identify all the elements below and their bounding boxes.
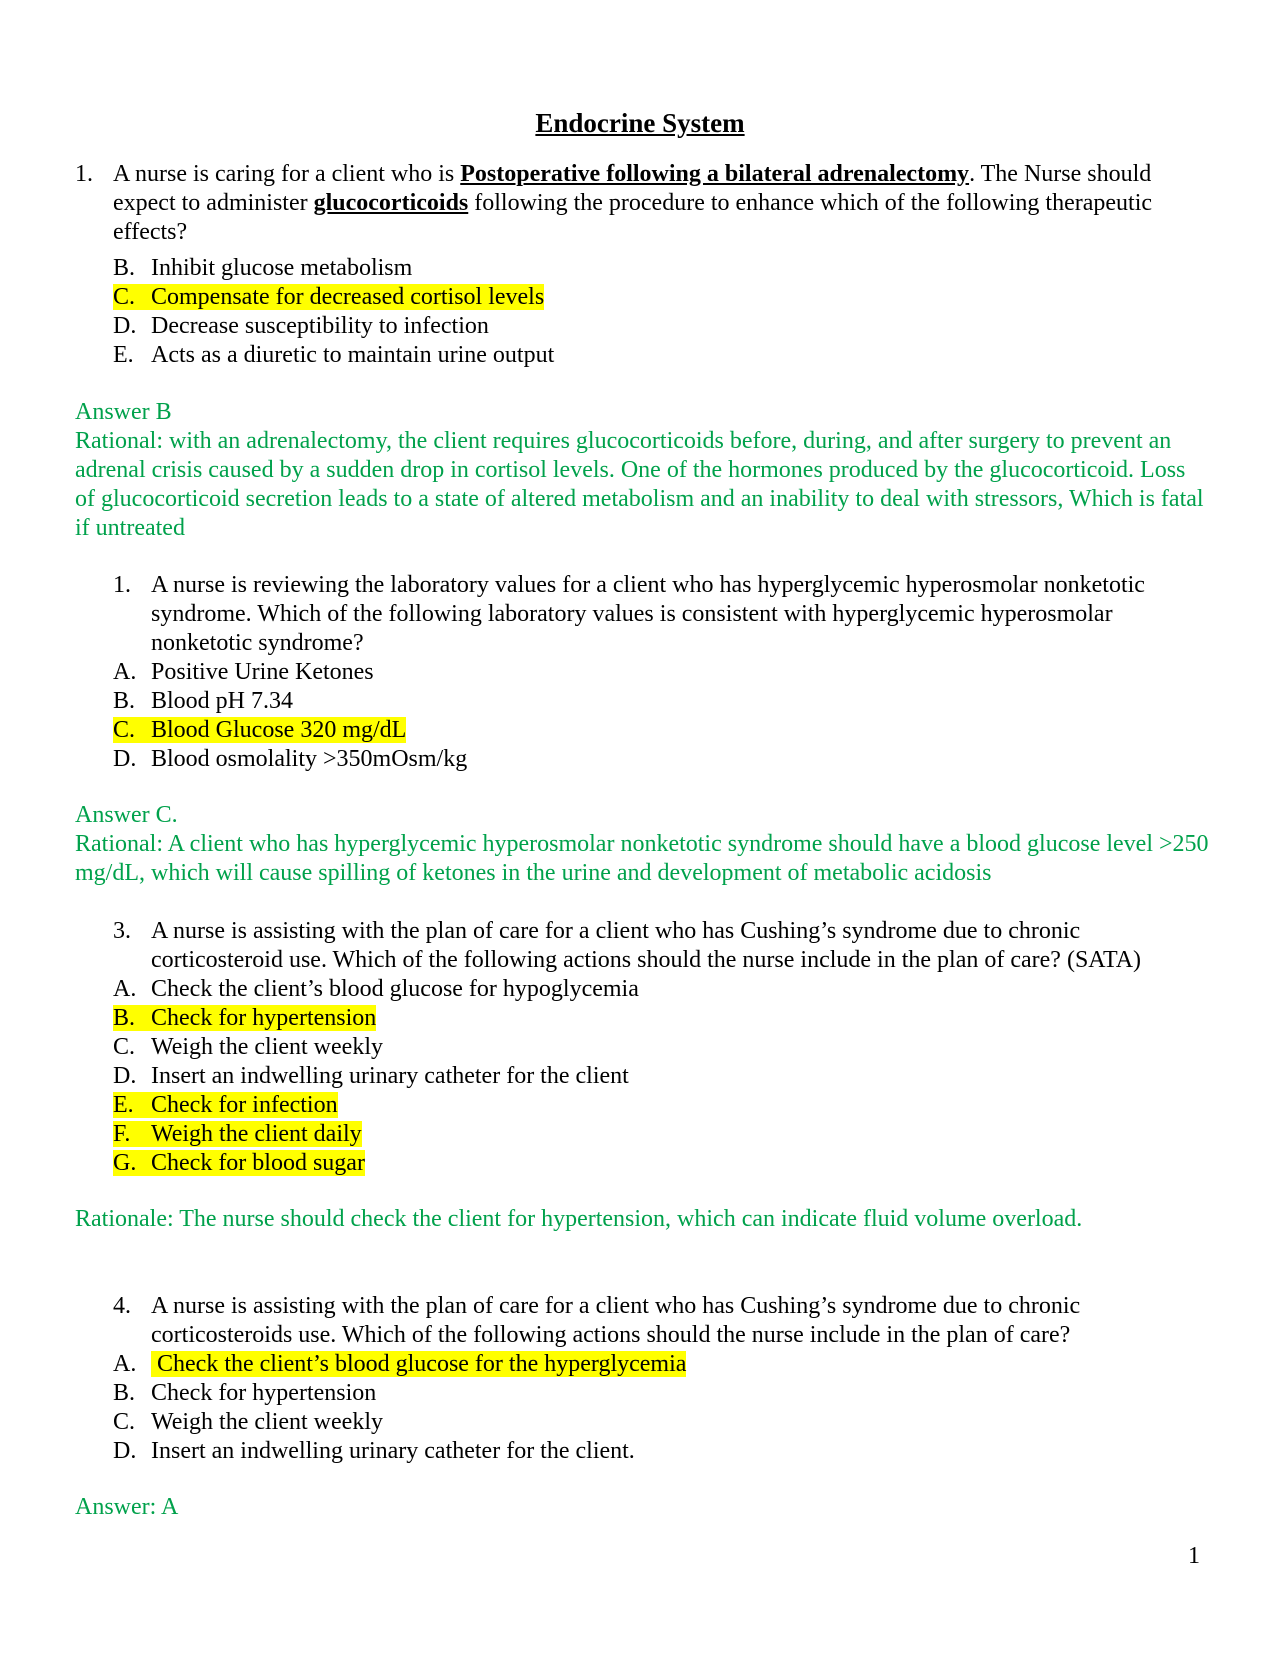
option-text: Weigh the client weekly bbox=[151, 1034, 383, 1060]
option-c bbox=[113, 1033, 1113, 1062]
option-letter: B. bbox=[113, 255, 136, 281]
option-letter: B. bbox=[113, 1005, 136, 1031]
option-text: Insert an indwelling urinary catheter for the client. bbox=[151, 1438, 635, 1464]
option-text: Positive Urine Ketones bbox=[151, 659, 374, 685]
option-letter: A. bbox=[113, 659, 137, 685]
page-number: 1 bbox=[1188, 1543, 1200, 1569]
question-2-options bbox=[113, 658, 1113, 774]
question-number: 1. bbox=[113, 572, 131, 598]
question-text: following the procedure to enhance which of the following therapeutic effects? bbox=[113, 190, 1153, 245]
option-d bbox=[113, 1437, 1113, 1466]
option-letter: C. bbox=[113, 717, 136, 743]
option-text: Decrease susceptibility to infection bbox=[151, 313, 489, 339]
question-3-options bbox=[113, 975, 1113, 1178]
option-letter: C. bbox=[113, 1409, 136, 1435]
option-letter: E. bbox=[113, 342, 134, 368]
option-letter: A. bbox=[113, 1351, 137, 1377]
option-d bbox=[113, 1062, 1113, 1091]
option-b bbox=[113, 254, 1113, 283]
option-c-correct bbox=[113, 283, 1113, 312]
option-letter: D. bbox=[113, 313, 137, 339]
answer-4: Answer: A bbox=[75, 1494, 179, 1520]
option-d bbox=[113, 312, 1113, 341]
question-text: A nurse is reviewing the laboratory values for a client who has hyperglycemic hyperosmolar nonketotic syndrome. Which of the following laboratory values is consistent with hyperglycemic hyperosmolar nonketotic syndrome? bbox=[151, 572, 1145, 656]
answer-2: Answer C. bbox=[75, 802, 178, 828]
question-4-options bbox=[113, 1350, 1113, 1466]
option-letter: F. bbox=[113, 1121, 131, 1147]
question-text: A nurse is assisting with the plan of care for a client who has Cushing’s syndrome due to chronic corticosteroid use. Which of the following actions should the nurse include in the plan of care? (SATA) bbox=[151, 918, 1142, 973]
option-text: Check for infection bbox=[151, 1092, 338, 1118]
question-number: 3. bbox=[113, 918, 131, 944]
option-text: Acts as a diuretic to maintain urine output bbox=[151, 342, 555, 368]
option-c-correct bbox=[113, 716, 1113, 745]
option-text: Weigh the client weekly bbox=[151, 1409, 383, 1435]
option-text: Blood osmolality >350mOsm/kg bbox=[151, 746, 468, 772]
question-4-stem bbox=[113, 1292, 1203, 1350]
emphasis-text: glucocorticoids bbox=[313, 190, 469, 216]
rationale-2: Rational: A client who has hyperglycemic hyperosmolar nonketotic syndrome should have a blood glucose level >250 mg/dL, which will cause spilling of ketones in the urine and development of metabolic acidosis bbox=[75, 831, 1209, 886]
option-e bbox=[113, 341, 1113, 370]
option-a bbox=[113, 658, 1113, 687]
option-letter: D. bbox=[113, 746, 137, 772]
option-letter: C. bbox=[113, 1034, 136, 1060]
question-text: . The Nurse should expect to administer bbox=[113, 161, 1152, 216]
option-e-correct bbox=[113, 1091, 1113, 1120]
option-text: Check the client’s blood glucose for hypoglycemia bbox=[151, 976, 639, 1002]
option-c bbox=[113, 1408, 1113, 1437]
option-text: Blood pH 7.34 bbox=[151, 688, 294, 714]
option-text: Weigh the client daily bbox=[151, 1121, 362, 1147]
question-number: 1. bbox=[75, 161, 93, 187]
option-a-correct bbox=[113, 1350, 1113, 1379]
emphasis-text: Postoperative following a bilateral adrenalectomy bbox=[460, 161, 970, 187]
option-a bbox=[113, 975, 1113, 1004]
option-text: Check for blood sugar bbox=[151, 1150, 365, 1176]
option-text: Inhibit glucose metabolism bbox=[151, 255, 413, 281]
option-text: Insert an indwelling urinary catheter for the client bbox=[151, 1063, 629, 1089]
option-letter: B. bbox=[113, 688, 136, 714]
option-text: Check the client’s blood glucose for the hyperglycemia bbox=[151, 1351, 686, 1377]
question-text: A nurse is caring for a client who is bbox=[113, 161, 461, 187]
rationale-3: Rationale: The nurse should check the client for hypertension, which can indicate fluid volume overload. bbox=[75, 1206, 1083, 1232]
option-d bbox=[113, 745, 1113, 774]
page-title: Endocrine System bbox=[535, 108, 745, 138]
option-text: Compensate for decreased cortisol levels bbox=[151, 284, 545, 310]
option-g-correct bbox=[113, 1149, 1113, 1178]
rationale-1: Rational: with an adrenalectomy, the client requires glucocorticoids before, during, and after surgery to prevent an adrenal crisis caused by a sudden drop in cortisol levels. One of the hormones produced by the glucocorticoid. Loss of glucocorticoid secretion leads to a state of altered metabolism and an inability to deal with stressors, Which is fatal if untreated bbox=[75, 428, 1204, 541]
question-number: 4. bbox=[113, 1293, 131, 1319]
option-letter: C. bbox=[113, 284, 136, 310]
question-3-stem bbox=[113, 917, 1203, 975]
option-text: Check for hypertension bbox=[151, 1005, 377, 1031]
answer-1: Answer B bbox=[75, 399, 172, 425]
question-2-stem bbox=[113, 571, 1203, 658]
option-letter: A. bbox=[113, 976, 137, 1002]
option-f-correct bbox=[113, 1120, 1113, 1149]
option-letter: D. bbox=[113, 1438, 137, 1464]
option-b-correct bbox=[113, 1004, 1113, 1033]
option-letter: G. bbox=[113, 1150, 137, 1176]
option-text: Check for hypertension bbox=[151, 1380, 377, 1406]
question-text: A nurse is assisting with the plan of care for a client who has Cushing’s syndrome due to chronic corticosteroids use. Which of the following actions should the nurse include in the plan of care? bbox=[151, 1293, 1081, 1348]
option-text: Blood Glucose 320 mg/dL bbox=[151, 717, 407, 743]
question-1-options bbox=[113, 254, 1113, 370]
option-letter: E. bbox=[113, 1092, 134, 1118]
option-b bbox=[113, 687, 1113, 716]
option-b bbox=[113, 1379, 1113, 1408]
question-1-stem bbox=[75, 160, 1203, 247]
option-letter: B. bbox=[113, 1380, 136, 1406]
option-letter: D. bbox=[113, 1063, 137, 1089]
